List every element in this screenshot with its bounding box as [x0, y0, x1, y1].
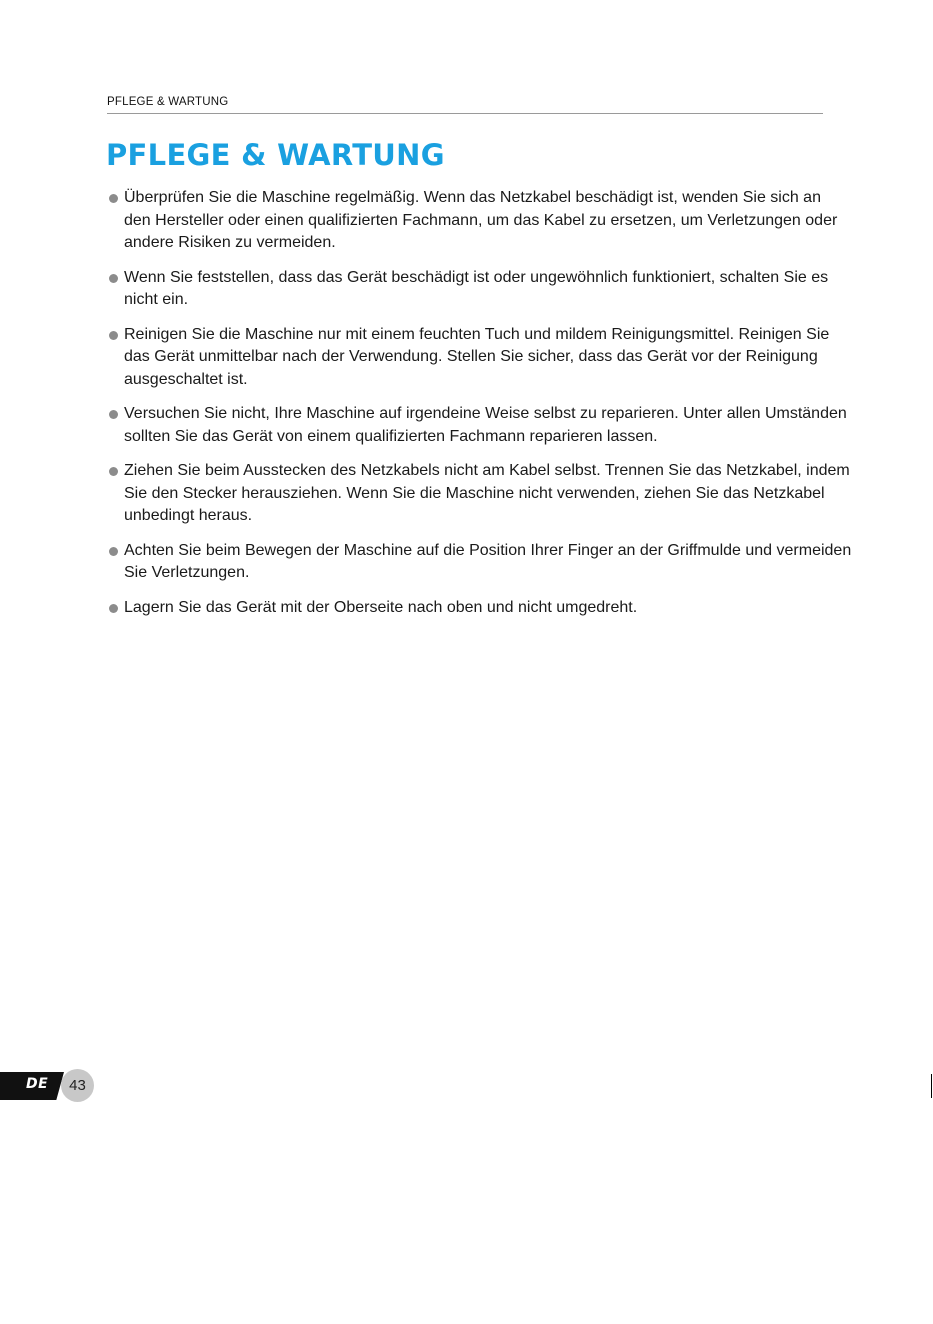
- bullet-icon: [109, 547, 118, 556]
- bullet-icon: [109, 467, 118, 476]
- page-number-badge: 43: [61, 1069, 94, 1102]
- list-item-text: Überprüfen Sie die Maschine regelmäßig. Wenn das Netzkabel beschädigt ist, wenden Sie sich an den Hersteller oder einen qualifizierten Fachmann, um das Kabel zu ersetzen, um Verletzungen oder andere Risiken zu vermeiden.: [124, 189, 838, 251]
- list-item-text: Wenn Sie feststellen, dass das Gerät beschädigt ist oder ungewöhnlich funktioniert, schalten Sie es nicht ein.: [124, 268, 829, 308]
- header-divider: [107, 113, 823, 114]
- bullet-icon: [109, 331, 118, 340]
- bullet-icon: [109, 604, 118, 613]
- list-item-text: Achten Sie beim Bewegen der Maschine auf die Position Ihrer Finger an der Griffmulde und vermeiden Sie Verletzungen.: [124, 541, 852, 581]
- list-item: [107, 267, 852, 312]
- crop-mark: [931, 1074, 932, 1098]
- language-label: DE: [26, 1076, 49, 1092]
- page-title: PFLEGE & WARTUNG: [106, 138, 445, 172]
- list-item-text: Ziehen Sie beim Ausstecken des Netzkabels nicht am Kabel selbst. Trennen Sie das Netzkabel, indem Sie den Stecker herausziehen. Wenn Sie die Maschine nicht verwenden, ziehen Sie das Netzkabel unbedingt heraus.: [124, 462, 850, 524]
- bullet-icon: [109, 194, 118, 203]
- list-item-text: Lagern Sie das Gerät mit der Oberseite nach oben und nicht umgedreht.: [124, 598, 638, 616]
- list-item: [107, 324, 852, 392]
- running-header: PFLEGE & WARTUNG: [107, 96, 229, 108]
- list-item-text: Versuchen Sie nicht, Ihre Maschine auf irgendeine Weise selbst zu reparieren. Unter allen Umständen sollten Sie das Gerät von einem qualifizierten Fachmann reparieren lassen.: [124, 405, 847, 445]
- bullet-icon: [109, 410, 118, 419]
- list-item-text: Reinigen Sie die Maschine nur mit einem feuchten Tuch und mildem Reinigungsmittel. Reinigen Sie das Gerät unmittelbar nach der Verwendung. Stellen Sie sicher, dass das Gerät vor der Reinigung ausgeschaltet ist.: [124, 325, 830, 388]
- list-item: [107, 403, 852, 448]
- list-item: [107, 597, 852, 620]
- maintenance-instructions-list: [107, 187, 852, 631]
- list-item: [107, 460, 852, 528]
- bullet-icon: [109, 274, 118, 283]
- list-item: [107, 540, 852, 585]
- list-item: [107, 187, 852, 255]
